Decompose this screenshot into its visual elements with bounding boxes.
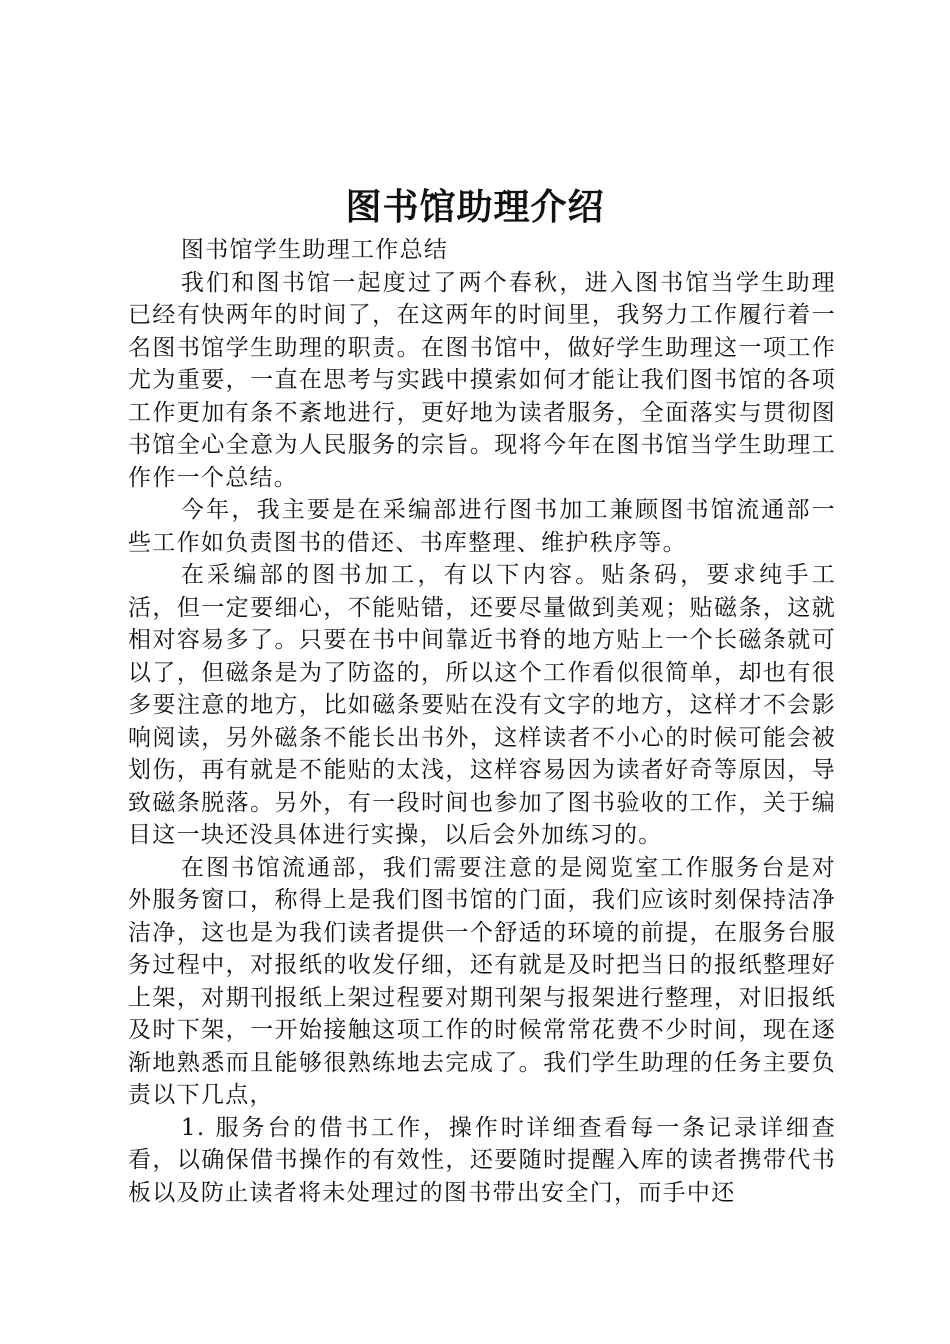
paragraph: 在采编部的图书加工，有以下内容。贴条码，要求纯手工活，但一定要细心，不能贴错，还要尽量做到美观；贴磁条，这就相对容易多了。只要在书中间靠近书脊的地方贴上一个长磁条就可以了，但磁条是为了防盗的，所以这个工作看似很简单，却也有很多要注意的地方，比如磁条要贴在没有文字的地方，这样才不会影响阅读，另外磁条不能长出书外，这样读者不小心的时候可能会被划伤，再有就是不能贴的太浅，这样容易因为读者好奇等原因，导致磁条脱落。另外，有一段时间也参加了图书验收的工作，关于编目这一块还没具体进行实操，以后会外加练习的。 xyxy=(128,562,836,848)
paragraph: 1. 服务台的借书工作，操作时详细查看每一条记录详细查看，以确保借书操作的有效性，还要随时提醒入库的读者携带代书板以及防止读者将未处理过的图书带出安全门，而手中还 xyxy=(128,1114,836,1206)
document-title: 图书馆助理介绍 xyxy=(345,186,605,228)
document-body xyxy=(128,234,836,1209)
paragraph: 我们和图书馆一起度过了两个春秋，进入图书馆当学生助理已经有快两年的时间了，在这两年的时间里，我努力工作履行着一名图书馆学生助理的职责。在图书馆中，做好学生助理这一项工作尤为重要，一直在思考与实践中摸索如何才能让我们图书馆的各项工作更加有条不紊地进行，更好地为读者服务，全面落实与贯彻图书馆全心全意为人民服务的宗旨。现将今年在图书馆当学生助理工作作一个总结。 xyxy=(128,269,836,491)
document-subtitle: 图书馆学生助理工作总结 xyxy=(180,237,449,263)
paragraph: 今年，我主要是在采编部进行图书加工兼顾图书馆流通部一些工作如负责图书的借还、书库整理、维护秩序等。 xyxy=(128,497,836,556)
paragraph: 在图书馆流通部，我们需要注意的是阅览室工作服务台是对外服务窗口，称得上是我们图书馆的门面，我们应该时刻保持洁净洁净，这也是为我们读者提供一个舒适的环境的前提，在服务台服务过程中，对报纸的收发仔细，还有就是及时把当日的报纸整理好上架，对期刊报纸上架过程要对期刊架与报架进行整理，对旧报纸及时下架，一开始接触这项工作的时候常常花费不少时间，现在逐渐地熟悉而且能够很熟练地去完成了。我们学生助理的任务主要负责以下几点， xyxy=(128,854,836,1108)
